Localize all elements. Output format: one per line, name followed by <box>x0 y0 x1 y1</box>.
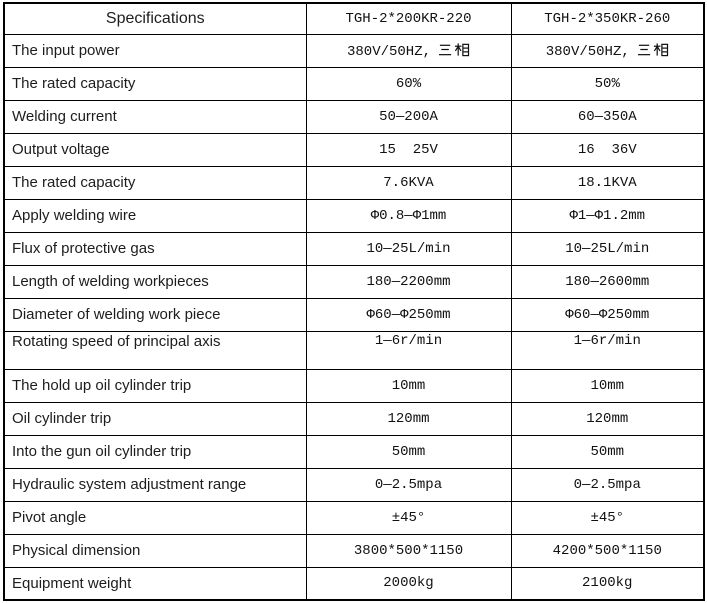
spec-value: 0—2.5mpa <box>306 468 511 501</box>
table-body <box>4 34 704 600</box>
table-row-equipment-weight <box>4 567 704 600</box>
spec-value: 10mm <box>511 369 704 402</box>
spec-value: 10mm <box>306 369 511 402</box>
spec-label: The hold up oil cylinder trip <box>4 369 306 402</box>
spec-value <box>511 34 704 67</box>
table-row-output-voltage <box>4 133 704 166</box>
spec-value: 2000kg <box>306 567 511 600</box>
spec-label: Apply welding wire <box>4 199 306 232</box>
spec-label: Hydraulic system adjustment range <box>4 468 306 501</box>
spec-value: 10—25L/min <box>306 232 511 265</box>
spec-value: 50mm <box>511 435 704 468</box>
spec-label: Into the gun oil cylinder trip <box>4 435 306 468</box>
spec-label: Rotating speed of principal axis <box>4 331 306 369</box>
spec-label: Equipment weight <box>4 567 306 600</box>
spec-label: Pivot angle <box>4 501 306 534</box>
spec-value: 1—6r/min <box>306 331 511 369</box>
spec-label: The rated capacity <box>4 67 306 100</box>
spec-value: 3800*500*1150 <box>306 534 511 567</box>
table-row-rated-capacity-duty <box>4 67 704 100</box>
spec-value: 180—2200mm <box>306 265 511 298</box>
spec-value: Φ60—Φ250mm <box>306 298 511 331</box>
spec-value: 60—350A <box>511 100 704 133</box>
hanzi-san <box>638 45 650 54</box>
spec-label: The rated capacity <box>4 166 306 199</box>
table-row-rated-capacity-kva <box>4 166 704 199</box>
table-row-gas-flux <box>4 232 704 265</box>
header-row <box>4 3 704 34</box>
three-phase-hanzi-glyph <box>437 42 470 57</box>
spec-value: Φ0.8—Φ1mm <box>306 199 511 232</box>
hanzi-xiang <box>455 43 469 55</box>
table-row-welding-wire <box>4 199 704 232</box>
spec-value: Φ60—Φ250mm <box>511 298 704 331</box>
value-text: 380V/50HZ, <box>346 43 431 60</box>
specifications-table-container <box>3 2 705 601</box>
spec-label: Length of welding workpieces <box>4 265 306 298</box>
spec-value: 120mm <box>306 402 511 435</box>
table-row-oil-cylinder-trip <box>4 402 704 435</box>
spec-label: Welding current <box>4 100 306 133</box>
spec-label: Diameter of welding work piece <box>4 298 306 331</box>
spec-value: 50mm <box>306 435 511 468</box>
specifications-table <box>3 2 705 601</box>
table-row-hydraulic-range <box>4 468 704 501</box>
table-header <box>4 3 704 34</box>
spec-value: ±45° <box>511 501 704 534</box>
table-row-workpiece-diameter <box>4 298 704 331</box>
spec-value: 7.6KVA <box>306 166 511 199</box>
column-header-specifications: Specifications <box>4 3 306 34</box>
spec-value: 60% <box>306 67 511 100</box>
spec-value: 18.1KVA <box>511 166 704 199</box>
spec-label: Physical dimension <box>4 534 306 567</box>
spec-value: 50% <box>511 67 704 100</box>
spec-label: Flux of protective gas <box>4 232 306 265</box>
spec-value: 15 25V <box>306 133 511 166</box>
spec-value: 16 36V <box>511 133 704 166</box>
spec-value: 120mm <box>511 402 704 435</box>
hanzi-san <box>439 45 451 54</box>
three-phase-hanzi-glyph <box>636 42 669 57</box>
spec-label: Oil cylinder trip <box>4 402 306 435</box>
column-header-model-1: TGH-2*200KR-220 <box>306 3 511 34</box>
table-row-holdup-cylinder-trip <box>4 369 704 402</box>
table-row-welding-current <box>4 100 704 133</box>
spec-label: The input power <box>4 34 306 67</box>
table-row-input-power <box>4 34 704 67</box>
spec-value: 4200*500*1150 <box>511 534 704 567</box>
table-row-workpiece-length <box>4 265 704 298</box>
spec-value: 180—2600mm <box>511 265 704 298</box>
spec-value: 0—2.5mpa <box>511 468 704 501</box>
spec-value: ±45° <box>306 501 511 534</box>
spec-label: Output voltage <box>4 133 306 166</box>
value-text: 380V/50HZ, <box>545 43 630 60</box>
table-row-physical-dimension <box>4 534 704 567</box>
spec-value <box>306 34 511 67</box>
table-row-pivot-angle <box>4 501 704 534</box>
spec-value: Φ1—Φ1.2mm <box>511 199 704 232</box>
spec-value: 10—25L/min <box>511 232 704 265</box>
spec-value: 1—6r/min <box>511 331 704 369</box>
table-row-gun-cylinder-trip <box>4 435 704 468</box>
table-row-rotating-speed <box>4 331 704 369</box>
spec-value: 2100kg <box>511 567 704 600</box>
spec-value: 50—200A <box>306 100 511 133</box>
column-header-model-2: TGH-2*350KR-260 <box>511 3 704 34</box>
hanzi-xiang <box>654 43 668 55</box>
